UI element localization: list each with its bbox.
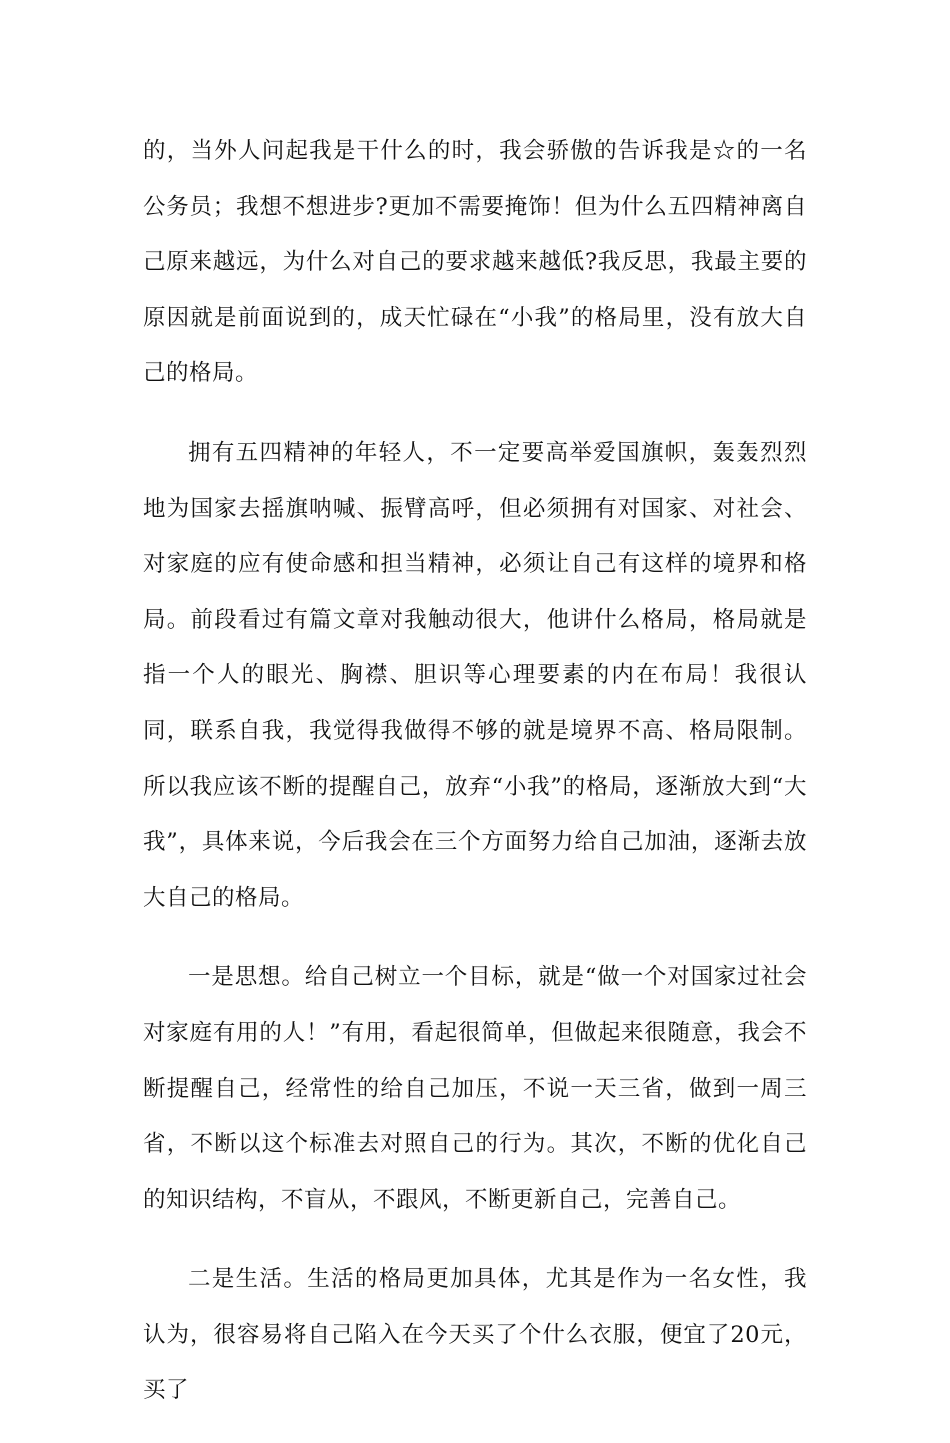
paragraph-1: 的，当外人问起我是干什么的时，我会骄傲的告诉我是☆的一名公务员；我想不想进步?更加不需要掩饰！但为什么五四精神离自己原来越远，为什么对自己的要求越来越低?我反思，我最主要的原因就是前面说到的，成天忙碌在“小我”的格局里，没有放大自己的格局。 <box>143 138 807 387</box>
document-body <box>143 124 807 1443</box>
paragraph-3: 一是思想。给自己树立一个目标，就是“做一个对国家过社会对家庭有用的人！”有用，看起很简单，但做起来很随意，我会不断提醒自己，经常性的给自己加压，不说一天三省，做到一周三省，不断以这个标准去对照自己的行为。其次，不断的优化自己的知识结构，不盲从，不跟风，不断更新自己，完善自己。 <box>143 964 807 1213</box>
paragraph-2: 拥有五四精神的年轻人，不一定要高举爱国旗帜，轰轰烈烈地为国家去摇旗呐喊、振臂高呼，但必须拥有对国家、对社会、对家庭的应有使命感和担当精神，必须让自己有这样的境界和格局。前段看过有篇文章对我触动很大，他讲什么格局，格局就是指一个人的眼光、胸襟、胆识等心理要素的内在布局！我很认同，联系自我，我觉得我做得不够的就是境界不高、格局限制。所以我应该不断的提醒自己，放弃“小我”的格局，逐渐放大到“大我”，具体来说，今后我会在三个方面努力给自己加油，逐渐去放大自己的格局。 <box>143 439 807 911</box>
paragraph-4: 二是生活。生活的格局更加具体，尤其是作为一名女性，我认为，很容易将自己陷入在今天买了个什么衣服，便宜了20元，买了 <box>143 1266 807 1404</box>
